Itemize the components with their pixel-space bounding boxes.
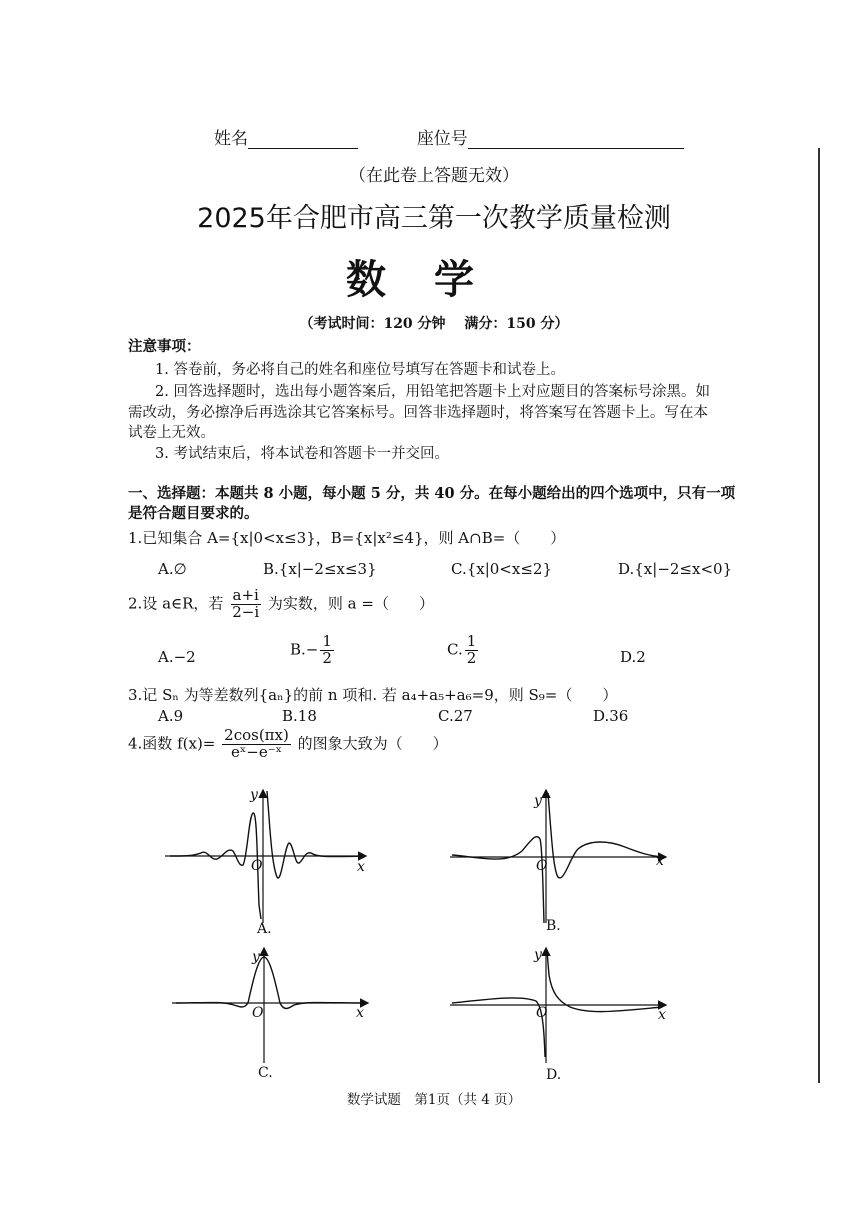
question-2-stem-post: 为实数，则 a =（ ）	[267, 594, 434, 613]
seat-label: 座位号	[416, 129, 468, 149]
question-4-stem	[128, 728, 448, 761]
graph-option-c	[172, 945, 377, 1081]
question-3-option-a: A.9	[158, 707, 184, 725]
graph-a-svg	[165, 785, 375, 925]
question-2-option-c-numerator: 1	[466, 632, 477, 650]
page-footer: 数学试题 第1页（共 4 页）	[346, 1092, 522, 1108]
graph-c-origin-label: O	[252, 1005, 264, 1021]
question-2-option-b-prefix: B.−	[290, 640, 319, 659]
question-2-option-c-prefix: C.	[447, 640, 463, 659]
graph-d-option-label: D.	[546, 1067, 562, 1083]
graph-b-y-label: y	[534, 793, 542, 809]
question-1-option-c: C.{x|0<x≤2}	[451, 560, 552, 578]
question-2-stem	[128, 588, 434, 621]
note-item-2-line-3: 试卷上无效。	[128, 425, 215, 441]
note-item-2-line-1: 2. 回答选择题时，选出每小题答案后，用铅笔把答题卡上对应题目的答案标号涂黑。如	[155, 384, 710, 400]
graph-c-curve	[176, 957, 364, 1009]
question-2-fraction	[230, 588, 261, 621]
graph-a-x-label: x	[357, 859, 365, 875]
graph-a-y-label: y	[250, 787, 258, 803]
question-2-option-d: D.2	[620, 648, 646, 666]
question-2-option-b-fraction	[320, 634, 334, 667]
name-blank	[248, 131, 358, 149]
section-heading-line-2: 是符合题目要求的。	[128, 505, 259, 522]
seat-blank	[468, 131, 684, 149]
question-4-fraction-denominator: eˣ−e⁻ˣ	[231, 742, 282, 761]
graph-d-svg	[450, 945, 675, 1065]
question-2-option-b-numerator: 1	[322, 632, 332, 650]
question-1-option-a: A.∅	[158, 560, 187, 578]
graph-c-option-label: C.	[258, 1065, 273, 1081]
note-item-1: 1. 答卷前，务必将自己的姓名和座位号填写在答题卡和试卷上。	[155, 362, 565, 378]
graph-option-a	[165, 785, 375, 937]
question-1-option-b: B.{x|−2≤x≤3}	[263, 560, 377, 578]
question-2-stem-pre: 2.设 a∈R，若	[128, 594, 224, 613]
graph-d-y-label: y	[534, 947, 542, 963]
question-2-option-c	[447, 634, 480, 667]
question-2-option-c-fraction	[465, 634, 479, 667]
graph-b-option-label: B.	[546, 918, 561, 934]
graph-option-b	[450, 785, 675, 934]
graph-a-origin-label: O	[251, 858, 263, 874]
notes-title: 注意事项：	[128, 338, 201, 355]
section-heading-line-1: 一、选择题：本题共 8 小题，每小题 5 分，共 40 分。在每小题给出的四个选项中，只有一项	[128, 485, 736, 502]
graph-d-x-label: x	[658, 1007, 666, 1023]
graph-b-svg	[450, 785, 675, 925]
question-4-stem-post: 的图象大致为（ ）	[297, 734, 448, 753]
question-2-option-b-denominator: 2	[322, 648, 332, 667]
subject-title: 数学	[346, 257, 522, 303]
name-label: 姓名	[214, 129, 248, 149]
graph-b-origin-label: O	[536, 858, 548, 874]
graph-d-origin-label: O	[536, 1005, 548, 1021]
question-2-option-b	[290, 634, 336, 667]
name-seat-row	[214, 124, 684, 149]
question-2-fraction-denominator: 2−i	[232, 602, 260, 621]
exam-info: （考试时间：120 分钟 满分：150 分）	[299, 316, 569, 332]
question-3-option-d: D.36	[593, 707, 629, 725]
graph-option-d	[450, 945, 675, 1083]
question-4-fraction	[222, 728, 291, 761]
note-item-3: 3. 考试结束后，将本试卷和答题卡一并交回。	[155, 446, 449, 462]
question-4-fraction-numerator: 2cos(πx)	[224, 726, 289, 744]
graph-c-svg	[172, 945, 377, 1065]
question-3-stem: 3.记 Sₙ 为等差数列{aₙ}的前 n 项和. 若 a₄+a₅+a₆=9，则 S₉=（ ）	[128, 686, 618, 704]
question-3-option-b: B.18	[282, 707, 317, 725]
note-item-2-line-2: 需改动，务必擦净后再选涂其它答案标号。回答非选择题时，将答案写在答题卡上。写在本	[128, 405, 708, 421]
question-1-stem: 1.已知集合 A={x|0<x≤3}，B={x|x²≤4}，则 A∩B=（ ）	[128, 529, 566, 547]
graph-b-x-label: x	[656, 853, 664, 869]
graph-d-curve	[452, 951, 662, 1057]
question-3-option-c: C.27	[438, 707, 473, 725]
question-2-option-c-denominator: 2	[466, 648, 477, 667]
invalid-note: （在此卷上答题无效）	[349, 166, 519, 186]
graph-a-curve	[170, 791, 365, 919]
graph-a-option-label: A.	[257, 921, 272, 937]
question-4-stem-pre: 4.函数 f(x)=	[128, 734, 216, 753]
question-2-option-a: A.−2	[158, 648, 196, 666]
exam-title: 2025年合肥市高三第一次教学质量检测	[197, 203, 671, 234]
graph-b-curve	[452, 793, 662, 923]
graph-c-y-label: y	[252, 949, 260, 965]
graph-c-x-label: x	[356, 1005, 364, 1021]
question-1-option-d: D.{x|−2≤x<0}	[618, 560, 733, 578]
question-2-fraction-numerator: a+i	[232, 586, 259, 604]
